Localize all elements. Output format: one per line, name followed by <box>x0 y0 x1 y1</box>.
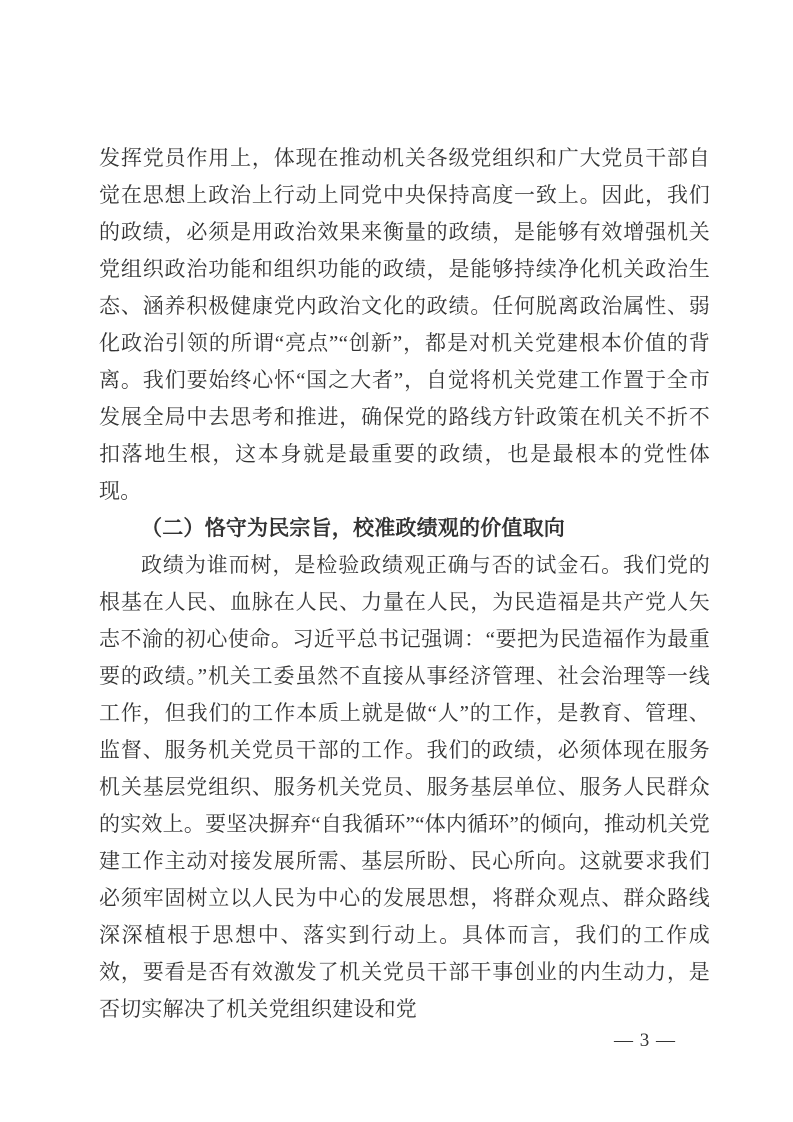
paragraph-continuation: 发挥党员作用上，体现在推动机关各级党组织和广大党员干部自觉在思想上政治上行动上同党中央保持高度一致上。因此，我们的政绩，必须是用政治效果来衡量的政绩，是能够有效增强机关党组织政治功能和组织功能的政绩，是能够持续净化机关政治生态、涵养积极健康党内政治文化的政绩。任何脱离政治属性、弱化政治引领的所谓“亮点”“创新”，都是对机关党建根本价值的背离。我们要始终心怀“国之大者”，自觉将机关党建工作置于全市发展全局中去思考和推进，确保党的路线方针政策在机关不折不扣落地生根，这本身就是最重要的政绩，也是最根本的党性体现。 <box>99 146 710 503</box>
paragraph: 政绩为谁而树，是检验政绩观正确与否的试金石。我们党的根基在人民、血脉在人民、力量在人民，为民造福是共产党人矢志不渝的初心使命。习近平总书记强调：“要把为民造福作为最重要的政绩。”机关工委虽然不直接从事经济管理、社会治理等一线工作，但我们的工作本质上就是做“人”的工作，是教育、管理、监督、服务机关党员干部的工作。我们的政绩，必须体现在服务机关基层党组织、服务机关党员、服务基层单位、服务人民群众的实效上。要坚决摒弃“自我循环”“体内循环”的倾向，推动机关党建工作主动对接发展所需、基层所盼、民心所向。这就要求我们必须牢固树立以人民为中心的发展思想，将群众观点、群众路线深深植根于思想中、落实到行动上。具体而言，我们的工作成效，要看是否有效激发了机关党员干部干事创业的内生动力，是否切实解决了机关党组织建设和党 <box>99 553 710 1021</box>
document-body <box>99 140 710 1028</box>
section-heading: （二）恪守为民宗旨，校准政绩观的价值取向 <box>141 516 565 540</box>
page-number: — 3 — <box>614 1030 676 1051</box>
